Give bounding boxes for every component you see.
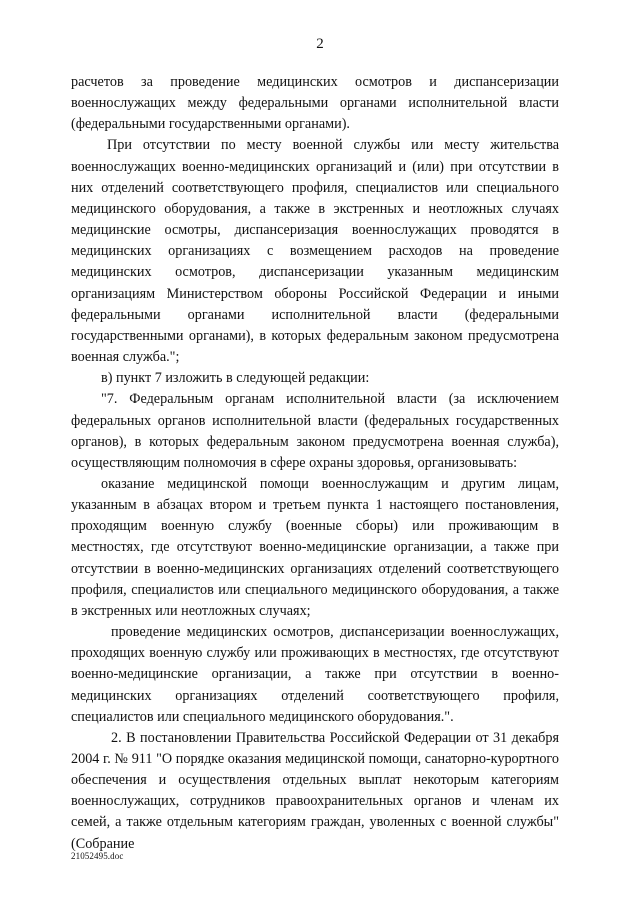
paragraph-2: При отсутствии по месту военной службы или месту жительства военнослужащих военно-медицинских организаций и (или) при отсутствии в них отделений соответствующего профиля, специалистов или специального медицинского оборудования, а также в экстренных и неотложных случаях медицинские осмотры, диспансеризация военнослужащих проводятся в медицинских организациях с возмещением расходов на проведение медицинских осмотров, диспансеризации указанным медицинским организациям Министерством обороны Российской Федерации и иными федеральными органами исполнительной власти (федеральными государственными органами), в которых федеральным законом предусмотрена военная служба."; [71, 137, 559, 366]
paragraph-7: 2. В постановлении Правительства Российской Федерации от 31 декабря 2004 г. № 911 "О порядке оказания медицинской помощи, санаторно-курортного обеспечения и осуществления отдельных выплат некоторым категориям военнослужащих, сотрудников правоохранительных органов и членам их семей, а также отдельным категориям граждан, уволенных с военной службы" (Собрание [71, 729, 559, 852]
paragraph-6: проведение медицинских осмотров, диспансеризации военнослужащих, проходящих военную службу или проживающих в местностях, где отсутствуют военно-медицинские организации, а также при отсутствии в военно-медицинских организациях отделений соответствующего профиля, специалистов или специального медицинского оборудования.". [71, 624, 559, 725]
paragraph-3: в) пункт 7 изложить в следующей редакции: [101, 370, 370, 387]
document-body [71, 72, 559, 855]
paragraph-5: оказание медицинской помощи военнослужащим и другим лицам, указанным в абзацах втором и третьем пункта 1 настоящего постановления, проходящим военную службу (военные сборы) или проживающим в местностях, где отсутствуют военно-медицинские организации, а также при отсутствии в военно-медицинских организациях отделений соответствующего профиля, специалистов или специального медицинского оборудования, а также в экстренных или неотложных случаях; [71, 475, 559, 619]
page-number: 2 [316, 36, 324, 52]
paragraph-1: расчетов за проведение медицинских осмотров и диспансеризации военнослужащих между федеральными органами исполнительной власти (федеральными государственными органами). [71, 74, 559, 133]
paragraph-4: "7. Федеральным органам исполнительной власти (за исключением федеральных органов исполнительной власти (федеральных государственных органов), в которых федеральным законом предусмотрена военная служба), осуществляющим полномочия в сфере охраны здоровья, организовывать: [71, 391, 559, 471]
footer-filename: 21052495.doc [71, 851, 124, 861]
